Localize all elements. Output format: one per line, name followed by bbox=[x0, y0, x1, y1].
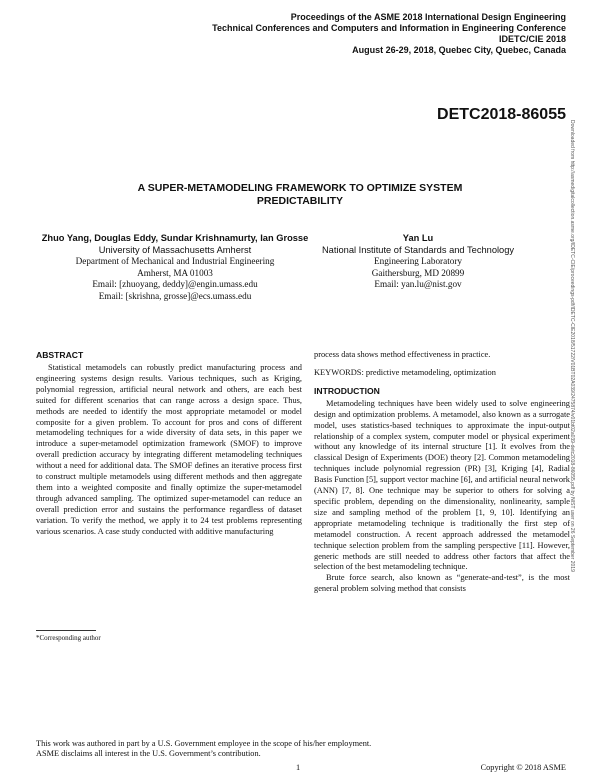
government-notice bbox=[36, 739, 371, 760]
author-institution: University of Massachusetts Amherst bbox=[98, 244, 252, 255]
author-email: Email: yan.lu@nist.gov bbox=[374, 279, 462, 290]
download-watermark: Downloaded from http://asmedigitalcollection.asme.org/IDETC-CIE/proceedings-pdf/IDETC-CIE2018/51722/V01BT02A039/2475874/v01bt02a039-detc2018-86055.pdf by NIST user on 26 September 2019 bbox=[569, 120, 575, 572]
author-city: Gaithersburg, MD 20899 bbox=[371, 267, 465, 278]
proceedings-line-1: Proceedings of the ASME 2018 International Design Engineering bbox=[290, 12, 566, 22]
introduction-heading: INTRODUCTION bbox=[314, 385, 380, 396]
author-names: Yan Lu bbox=[402, 233, 434, 243]
proceedings-line-2: Technical Conferences and Computers and Information in Engineering Conference bbox=[212, 23, 566, 33]
author-names: Zhuo Yang, Douglas Eddy, Sundar Krishnamurty, Ian Grosse bbox=[41, 233, 309, 243]
introduction-paragraph-2: Brute force search, also known as “generate-and-test”, is the most general problem solving method that consists bbox=[314, 573, 570, 594]
keywords: KEYWORDS: predictive metamodeling, optimization bbox=[314, 367, 496, 377]
introduction-paragraph-1: Metamodeling techniques have been widely used to solve engineering design and optimization problems. A metamodel, also known as a surrogate model, uses statistics-based techniques to approximate the input-output relationship of a complex system, computer model or physical experiment without any knowledge of its internal structure [1]. It evolves from the classical Design of Experiments (DOE) theory [2]. Common metamodeling techniques include polynomial regression (PR) [3], Kriging [4], Radial Basis Function [5], support vector machine [6], and artificial neural network (ANN) [7, 8]. One technique may be superior to others for solving a specific problem, depending on the dimensionality, nonlinearity, sample size and sampling method of the problem [1, 9, 10]. Identifying an appropriate metamodeling technique is traditionally the first step of metamodel construction. A recent approach addressed the metamodel technique selection problem from the sampling perspective [11]. However, generic methods are still needed to address other factors that affect the selection of the best metamodeling technique. bbox=[314, 398, 570, 572]
author-city: Amherst, MA 01003 bbox=[137, 267, 213, 278]
paper-id: DETC2018-86055 bbox=[437, 106, 566, 123]
abstract-continuation: process data shows method effectiveness in practice. bbox=[314, 350, 491, 359]
abstract-heading: ABSTRACT bbox=[36, 350, 84, 360]
footnote: *Corresponding author bbox=[36, 634, 101, 642]
government-notice-line-2: ASME disclaims all interest in the U.S. Government’s contribution. bbox=[36, 749, 261, 759]
author-block-umass bbox=[30, 233, 320, 303]
author-department: Department of Mechanical and Industrial Engineering bbox=[75, 256, 275, 267]
right-column bbox=[314, 350, 570, 595]
author-block-nist bbox=[312, 233, 524, 291]
government-notice-line-1: This work was authored in part by a U.S. Government employee in the scope of his/her employment. bbox=[36, 739, 372, 748]
author-email: Email: [zhuoyang, deddy]@engin.umass.edu bbox=[92, 279, 258, 290]
title-line-2: PREDICTABILITY bbox=[256, 195, 344, 207]
left-column bbox=[36, 350, 302, 538]
paper-title bbox=[0, 182, 600, 208]
title-line-1: A SUPER-METAMODELING FRAMEWORK TO OPTIMIZE SYSTEM bbox=[137, 182, 463, 194]
page-number: 1 bbox=[296, 763, 301, 772]
author-institution: National Institute of Standards and Technology bbox=[321, 244, 515, 255]
proceedings-line-4: August 26-29, 2018, Quebec City, Quebec, Canada bbox=[352, 45, 566, 55]
proceedings-line-3: IDETC/CIE 2018 bbox=[498, 34, 566, 44]
author-department: Engineering Laboratory bbox=[373, 256, 462, 267]
footnote-rule bbox=[36, 630, 96, 631]
copyright: Copyright © 2018 ASME bbox=[480, 763, 566, 772]
abstract-text: Statistical metamodels can robustly predict manufacturing process and engineering systems design results. Various techniques, such as Kriging, polynomial regression, artificial neural network and others, are each best suited for different scenarios that can range across a design space. Thus, methods are needed to identify the most appropriate metamodel or model composite for a given problem. To account for pros and cons of different metamodeling techniques for a wide diversity of data sets, in this paper we introduce a super-metamodel optimization framework (SMOF) to improve overall prediction accuracy by integrating different metamodeling techniques without a need for additional data. The SMOF defines an iterative process first to construct multiple metamodels using different methods and then aggregate them into a weighted composite and finally optimize the super-metamodel through advanced sampling. The optimized super-metamodel can reduce an overall prediction error and sustains the performance regardless of dataset variation. To verify the method, we apply it to 24 test problems representing various scenarios. A case study conducted with additive manufacturing bbox=[36, 363, 302, 536]
proceedings-header bbox=[212, 12, 566, 56]
author-email: Email: [skrishna, grosse]@ecs.umass.edu bbox=[98, 290, 252, 301]
